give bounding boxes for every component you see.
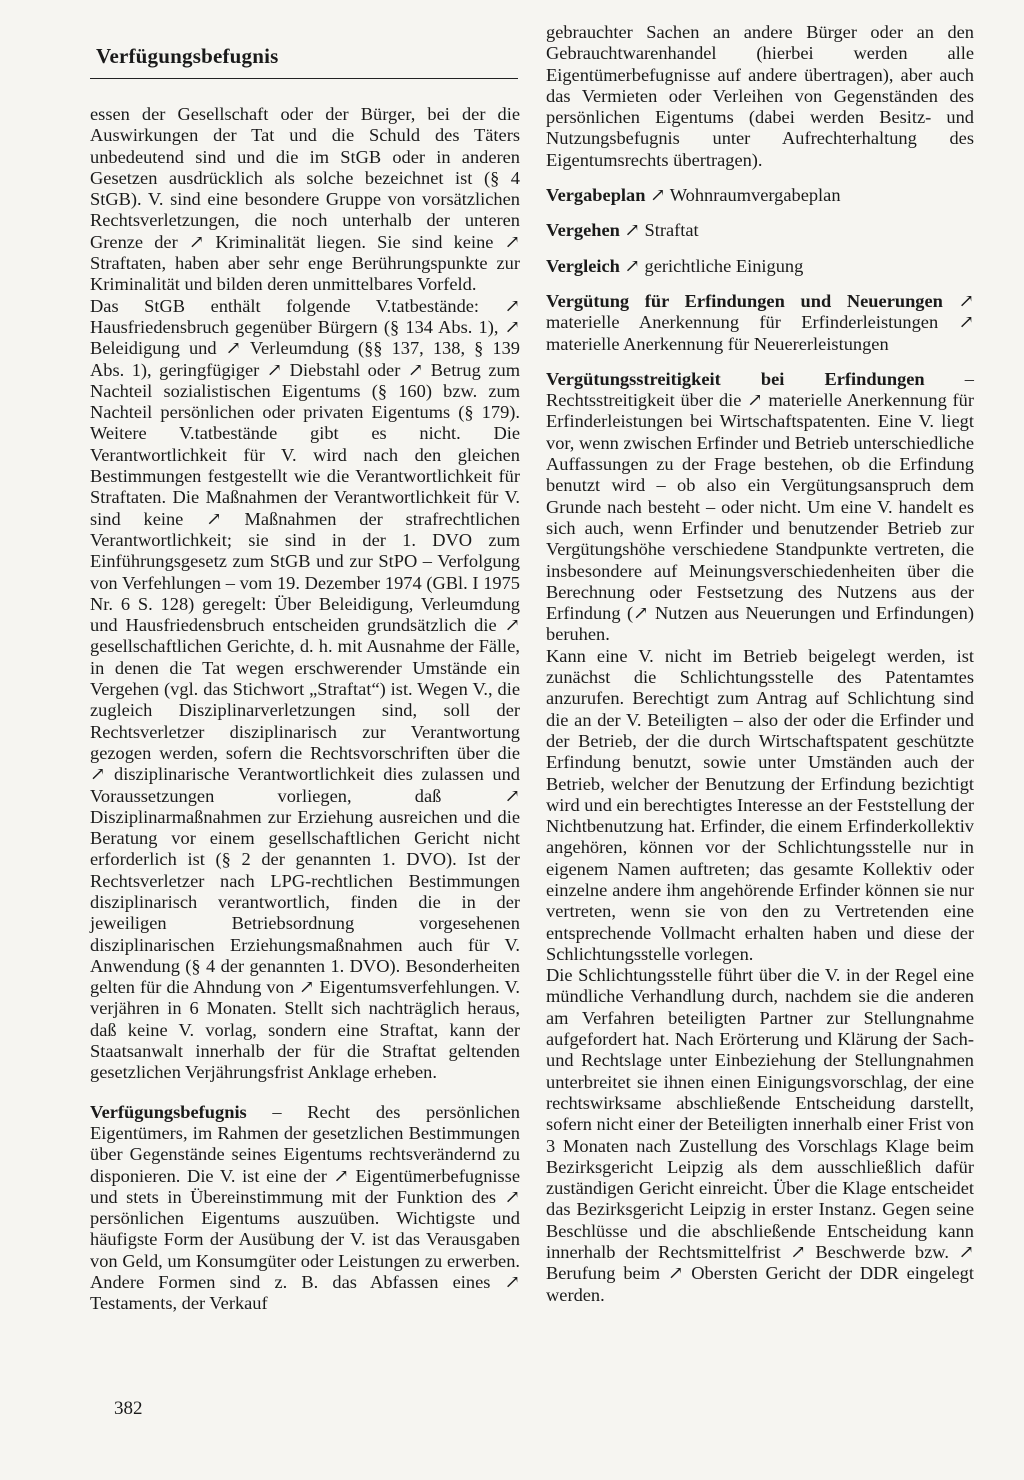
entry-text: ↗ Wohnraumvergabeplan <box>645 185 841 206</box>
entry-text: – Recht des persönlichen Eigentümers, im Rahmen der gesetzlichen Bestimmungen über Gegenstände seines Eigentums rechtsverändernd zu disponieren. Die V. ist eine der ↗ Eigentümerbefugnisse und stets in Übereinstimmung mit der Funktion des ↗ persönlichen Eigentums auszuüben. Wichtigste und häufigste Form der Ausübung der V. ist das Verausgaben von Geld, um Konsumgüter oder Leistungen zu erwerben. Andere Formen sind z. B. das Abfassen eines ↗ Testaments, der Verkauf <box>90 1101 520 1314</box>
running-head: Verfügungsbefugnis <box>96 44 279 68</box>
entry-term: Vergütung für Erfindungen und Neuerungen <box>546 290 943 311</box>
entry-text: – Rechtsstreitigkeit über die ↗ materielle Anerkennung für Erfinderleistungen bei Wirtschaftspatenten. Eine V. liegt vor, wenn zwischen Erfinder und Betrieb unterschiedliche Auffassungen zu der Frage bestehen, ob die Erfindung benutzt wird – ob also ein Vergütungsanspruch dem Grunde nach besteht – oder nicht. Um eine V. handelt es sich auch, wenn Erfinder und benutzender Betrieb zur Vergütungshöhe verschiedene Standpunkte vertreten, die insbesondere auf Meinungsverschiedenheiten über die Berechnung oder Festsetzung des Nutzens aus der Erfindung (↗ Nutzen aus Neuerungen und Erfindungen) beruhen. <box>546 368 974 645</box>
header-rule <box>90 78 518 79</box>
paragraph: essen der Gesellschaft oder der Bürger, bei der die Auswirkungen der Tat und die Schuld des Täters unbedeutend sind und die im StGB oder in anderen Gesetzen ausdrücklich als solche bezeichnet ist (§ 4 StGB). V. sind eine besondere Gruppe von vorsätzlichen Rechtsverletzungen, die noch unterhalb der unteren Grenze der ↗ Kriminalität liegen. Sie sind keine ↗ Straftaten, haben aber sehr enge Berührungspunkte zur Kriminalität und bilden deren unmittelbares Vorfeld. <box>90 104 520 295</box>
paragraph: Die Schlichtungsstelle führt über die V. in der Regel eine mündliche Verhandlung durch, nachdem sie die anderen am Verfahren beteiligten Partner zur Stellungnahme aufgefordert hat. Nach Erörterung und Klärung der Sach- und Rechtslage unter Einbeziehung der Stellungnahmen unterbreitet sie ihnen einen Einigungsvorschlag, der eine rechtswirksame abschließende Entscheidung darstellt, sofern nicht einer der Beteiligten innerhalb einer Frist von 3 Monaten nach Zustellung des Vorschlags Klage beim Bezirksgericht Leipzig als dem ausschließlich dafür zuständigen Gericht einreicht. Über die Klage entscheidet das Bezirksgericht Leipzig in erster Instanz. Gegen seine Beschlüsse und die abschließende Entscheidung kann innerhalb der Rechtsmittelfrist ↗ Beschwerde bzw. ↗ Berufung beim ↗ Obersten Gericht der DDR eingelegt werden. <box>546 965 974 1305</box>
entry-term: Vergabeplan <box>546 185 646 206</box>
entry-text: ↗ gerichtliche Einigung <box>619 255 804 276</box>
entry-term: Vergleich <box>546 255 620 276</box>
entry-vergehen <box>546 220 974 241</box>
entry-term: Verfügungsbefugnis <box>90 1101 247 1122</box>
entry-term: Vergütungsstreitigkeit bei Erfindungen <box>546 368 925 389</box>
entry-verguetungsstreitigkeit <box>546 369 974 646</box>
page-number: 382 <box>114 1398 143 1419</box>
entry-text: ↗ materielle Anerkennung für Erfinderleistungen ↗ materielle Anerkennung für Neuererleistungen <box>546 290 974 354</box>
entry-vergleich <box>546 256 974 277</box>
right-column <box>546 22 974 1306</box>
paragraph: Das StGB enthält folgende V.tatbestände: ↗ Hausfriedensbruch gegenüber Bürgern (§ 134 Abs. 1), ↗ Beleidigung und ↗ Verleumdung (§§ 137, 138, § 139 Abs. 1), geringfügiger ↗ Diebstahl oder ↗ Betrug zum Nachteil sozialistischen Eigentums (§ 160) bzw. zum Nachteil persönlichen oder privaten Eigentums (§ 179). Weitere V.tatbestände gibt es nicht. Die Verantwortlichkeit für V. wird nach den gleichen Bestimmungen festgestellt wie die Verantwortlichkeit für Straftaten. Die Maßnahmen der Verantwortlichkeit für V. sind keine ↗ Maßnahmen der strafrechtlichen Verantwortlichkeit; sie sind in der 1. DVO zum Einführungsgesetz zum StGB und zur StPO – Verfolgung von Verfehlungen – vom 19. Dezember 1974 (GBl. I 1975 Nr. 6 S. 128) geregelt: Über Beleidigung, Verleumdung und Hausfriedensbruch entscheiden grundsätzlich die ↗ gesellschaftlichen Gerichte, d. h. mit Ausnahme der Fälle, in denen die Tat wegen erschwerender Umstände ein Vergehen (vgl. das Stichwort „Straftat“) ist. Wegen V., die zugleich Disziplinarverletzungen sind, soll der Rechtsverletzer disziplinarisch zur Verantwortung gezogen werden, sofern die Rechtsvorschriften über die ↗ disziplinarische Verantwortlichkeit dies zulassen und Voraussetzungen vorliegen, daß ↗ Disziplinarmaßnahmen zur Erziehung ausreichen und die Beratung vor einem gesellschaftlichen Gericht nicht erforderlich ist (§ 2 der genannten 1. DVO). Ist der Rechtsverletzer nach LPG-rechtlichen Bestimmungen disziplinarisch verantwortlich, finden die in der jeweiligen Betriebsordnung vorgesehenen disziplinarischen Erziehungsmaßnahmen auch für V. Anwendung (§ 4 der genannten 1. DVO). Besonderheiten gelten für die Ahndung von ↗ Eigentumsverfehlungen. V. verjähren in 6 Monaten. Stellt sich nachträglich heraus, daß keine V. vorlag, sondern eine Straftat, kann der Staatsanwalt innerhalb der für die Straftat geltenden gesetzlichen Verjährungsfrist Anklage erheben. <box>90 295 520 1083</box>
entry-verguetung <box>546 291 974 355</box>
paragraph: Kann eine V. nicht im Betrieb beigelegt werden, ist zunächst die Schlichtungsstelle des Patentamtes anzurufen. Berechtigt zum Antrag auf Schlichtung sind die an der V. Beteiligten – also der oder die Erfinder und der Betrieb, der die durch Wirtschaftspatent geschützte Erfindung benutzt, sowie unter Umständen auch der Betrieb, welcher der Benutzung der Erfindung bezichtigt wird und ein berechtigtes Interesse an der Feststellung der Nichtbenutzung hat. Erfinder, die einem Erfinderkollektiv angehören, können vor der Schlichtungsstelle nur in eigenem Namen auftreten; das gesamte Kollektiv oder einzelne andere ihm angehörende Erfinder können sie nur vertreten, wenn sie von den zu Vertretenden eine entsprechende Vollmacht erhalten haben und diese der Schlichtungsstelle vorlegen. <box>546 645 974 964</box>
entry-text: ↗ Straftat <box>619 220 699 241</box>
entry-vergabeplan <box>546 185 974 206</box>
paragraph: gebrauchter Sachen an andere Bürger oder an den Gebrauchtwarenhandel (hierbei werden alle Eigentümerbefugnisse auf andere übertragen), aber auch das Vermieten oder Verleihen von Gegenständen des persönlichen Eigentums (dabei werden Besitz- und Nutzungsbefugnis unter Aufrechterhaltung des Eigentumsrechts übertragen). <box>546 22 974 170</box>
entry-verfuegungsbefugnis <box>90 1102 520 1315</box>
entry-term: Vergehen <box>546 220 620 241</box>
left-column <box>90 104 520 1315</box>
